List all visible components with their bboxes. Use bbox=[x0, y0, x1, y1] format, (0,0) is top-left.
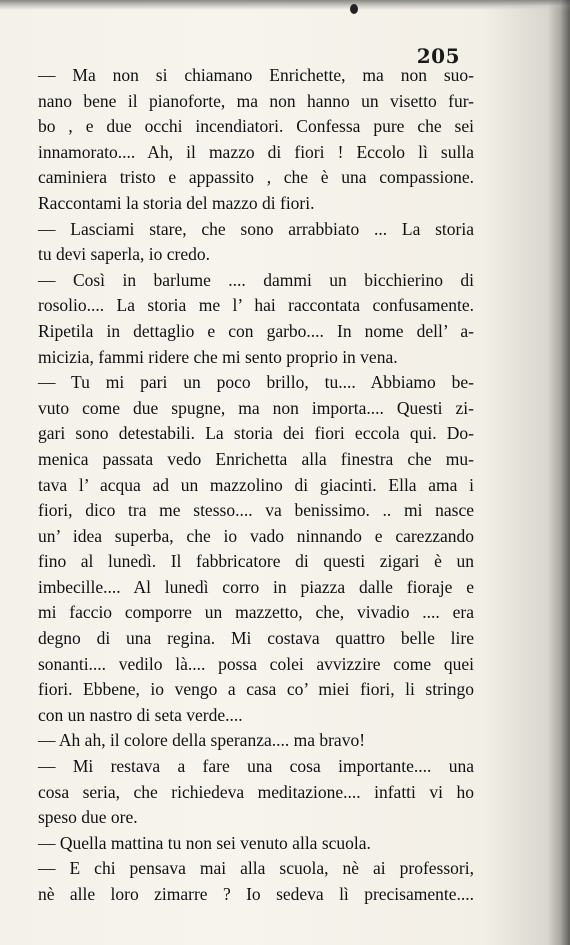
text-line: mi faccio comporre un mazzetto, che, vivadio .... era bbox=[38, 602, 474, 623]
text-line: fiori, dico tra me stesso.... va benissimo. .. mi nasce bbox=[38, 500, 474, 521]
page-number: 205 bbox=[416, 44, 460, 68]
text-line: Raccontami la storia del mazzo di fiori. bbox=[38, 192, 315, 213]
text-line: — Lasciami stare, che sono arrabbiato ... La storia bbox=[38, 218, 474, 239]
text-line: — Tu mi pari un poco brillo, tu.... Abbiamo be- bbox=[38, 372, 474, 393]
text-line: menica passata vedo Enrichetta alla finestra che mu- bbox=[38, 448, 474, 469]
text-line: con un nastro di seta verde.... bbox=[38, 704, 243, 725]
text-line: — Ah ah, il colore della speranza.... ma bravo! bbox=[38, 730, 366, 751]
text-line: un’ idea superba, che io vado ninnando e carezzando bbox=[38, 525, 474, 546]
text-line: vuto come due spugne, ma non importa.... Questi zi- bbox=[38, 397, 474, 418]
text-line: tu devi saperla, io credo. bbox=[38, 244, 211, 265]
ink-spot bbox=[350, 4, 358, 14]
page-top-edge bbox=[0, 0, 570, 10]
text-line: — Quella mattina tu non sei venuto alla scuola. bbox=[38, 832, 371, 853]
text-line: micizia, fammi ridere che mi sento proprio in vena. bbox=[38, 346, 398, 367]
text-line: innamorato.... Ah, il mazzo di fiori ! Eccolo lì sulla bbox=[38, 141, 474, 162]
text-line: — Ma non si chiamano Enrichette, ma non suo- bbox=[38, 65, 474, 85]
text-line: fino al lunedì. Il fabbricatore di questi zigari è un bbox=[38, 551, 474, 572]
spine-shadow bbox=[548, 0, 570, 945]
text-line: degno di una regina. Mi costava quattro belle lire bbox=[38, 628, 474, 649]
text-line: fiori. Ebbene, io vengo a casa co’ miei fiori, li stringo bbox=[38, 679, 474, 700]
text-line: tava l’ acqua ad un mazzolino di giacinti. Ella ama i bbox=[38, 474, 474, 495]
text-line: speso due ore. bbox=[38, 807, 138, 828]
text-line: Ripetila in dettaglio e con garbo.... In nome dell’ a- bbox=[38, 320, 474, 341]
text-line: rosolio.... La storia me l’ hai raccontata confusamente. bbox=[38, 295, 474, 316]
page-text bbox=[38, 63, 474, 908]
text-line: imbecille.... Al lunedì corro in piazza dalle fioraje e bbox=[38, 576, 474, 597]
text-line: sonanti.... vedilo là.... possa colei avvizzire come quei bbox=[38, 653, 474, 674]
text-line: nano bene il pianoforte, ma non hanno un visetto fur- bbox=[38, 90, 474, 111]
text-line: — E chi pensava mai alla scuola, nè ai professori, bbox=[38, 858, 474, 879]
text-line: caminiera tristo e appassito , che è una compassione. bbox=[38, 167, 474, 188]
text-line: — Così in barlume .... dammi un bicchierino di bbox=[38, 269, 474, 290]
text-line: bo , e due occhi incendiatori. Confessa pure che sei bbox=[38, 116, 474, 137]
text-line: nè alle loro zimarre ? Io sedeva lì precisamente.... bbox=[38, 884, 474, 904]
text-line: gari sono detestabili. La storia dei fiori eccola qui. Do- bbox=[38, 423, 474, 444]
text-line: cosa seria, che richiedeva meditazione.... infatti vi ho bbox=[38, 781, 474, 802]
text-line: — Mi restava a fare una cosa importante.... una bbox=[38, 756, 474, 777]
